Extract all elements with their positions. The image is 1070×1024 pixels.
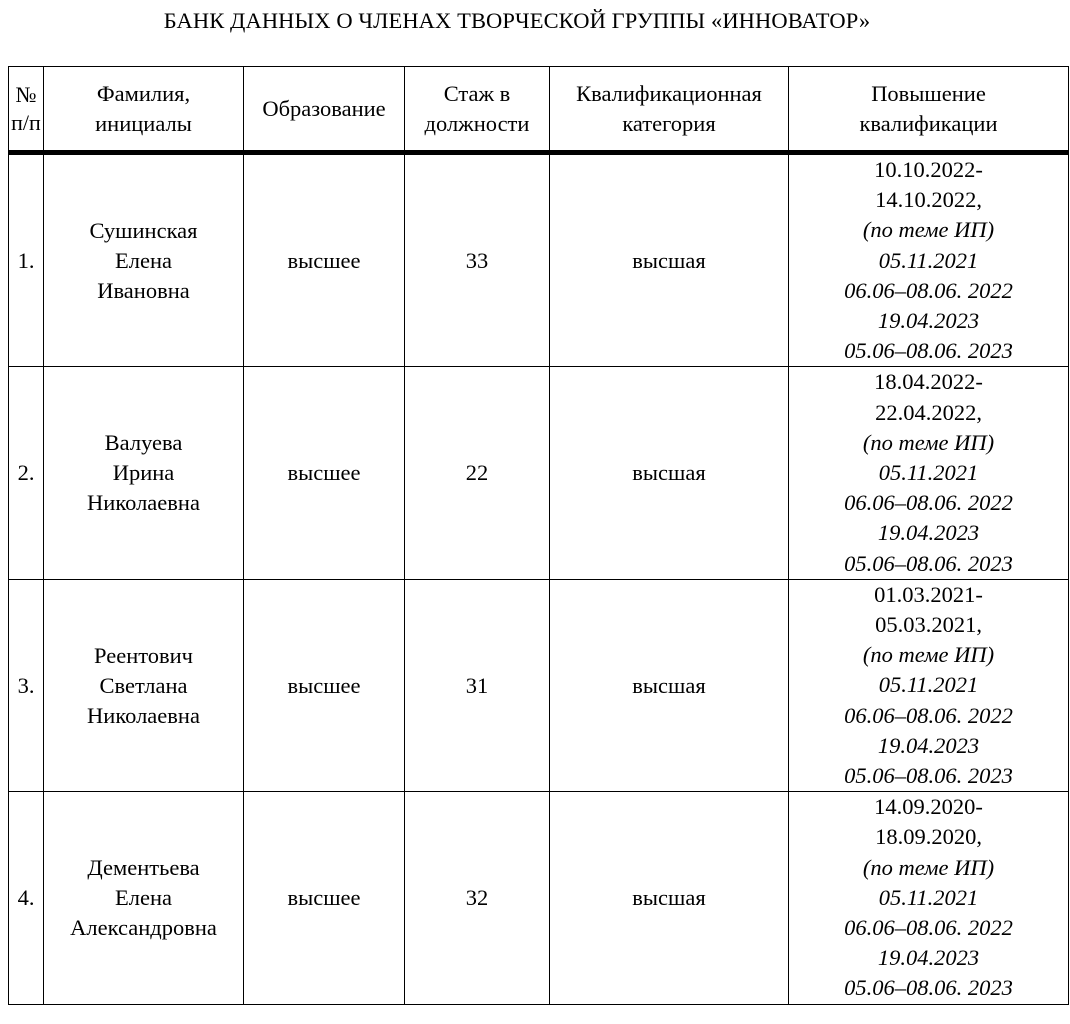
member-category: высшая (550, 579, 789, 791)
member-name: Дементьева Елена Александровна (44, 792, 244, 1004)
member-name: Реентович Светлана Николаевна (44, 579, 244, 791)
header-name: Фамилия, инициалы (44, 67, 244, 153)
member-category: высшая (550, 367, 789, 579)
row-num: 3. (9, 579, 44, 791)
member-name: Сушинская Елена Ивановна (44, 153, 244, 367)
member-experience: 22 (405, 367, 550, 579)
member-experience: 33 (405, 153, 550, 367)
member-experience: 31 (405, 579, 550, 791)
table-row (9, 579, 1069, 791)
member-training: 14.09.2020- 18.09.2020, (по теме ИП) 05.11.2021 06.06–08.06. 2022 19.04.2023 05.06–08.06. 2023 (789, 792, 1069, 1004)
member-name: Валуева Ирина Николаевна (44, 367, 244, 579)
table-row (9, 367, 1069, 579)
table-row (9, 153, 1069, 367)
header-category: Квалификационная категория (550, 67, 789, 153)
header-experience: Стаж в должности (405, 67, 550, 153)
header-num: № п/п (9, 67, 44, 153)
member-education: высшее (244, 153, 405, 367)
table-header-row (9, 67, 1069, 153)
header-training: Повышение квалификации (789, 67, 1069, 153)
member-category: высшая (550, 792, 789, 1004)
member-education: высшее (244, 367, 405, 579)
member-training: 18.04.2022- 22.04.2022, (по теме ИП) 05.11.2021 06.06–08.06. 2022 19.04.2023 05.06–08.06. 2023 (789, 367, 1069, 579)
member-experience: 32 (405, 792, 550, 1004)
row-num: 4. (9, 792, 44, 1004)
row-num: 1. (9, 153, 44, 367)
header-education: Образование (244, 67, 405, 153)
member-category: высшая (550, 153, 789, 367)
member-education: высшее (244, 792, 405, 1004)
member-education: высшее (244, 579, 405, 791)
table-row (9, 792, 1069, 1004)
member-training: 01.03.2021- 05.03.2021, (по теме ИП) 05.11.2021 06.06–08.06. 2022 19.04.2023 05.06–08.06. 2023 (789, 579, 1069, 791)
row-num: 2. (9, 367, 44, 579)
member-training: 10.10.2022- 14.10.2022, (по теме ИП) 05.11.2021 06.06–08.06. 2022 19.04.2023 05.06–08.06. 2023 (789, 153, 1069, 367)
page-title: БАНК ДАННЫХ О ЧЛЕНАХ ТВОРЧЕСКОЙ ГРУППЫ «ИННОВАТОР» (163, 8, 871, 33)
members-table (8, 66, 1069, 1005)
